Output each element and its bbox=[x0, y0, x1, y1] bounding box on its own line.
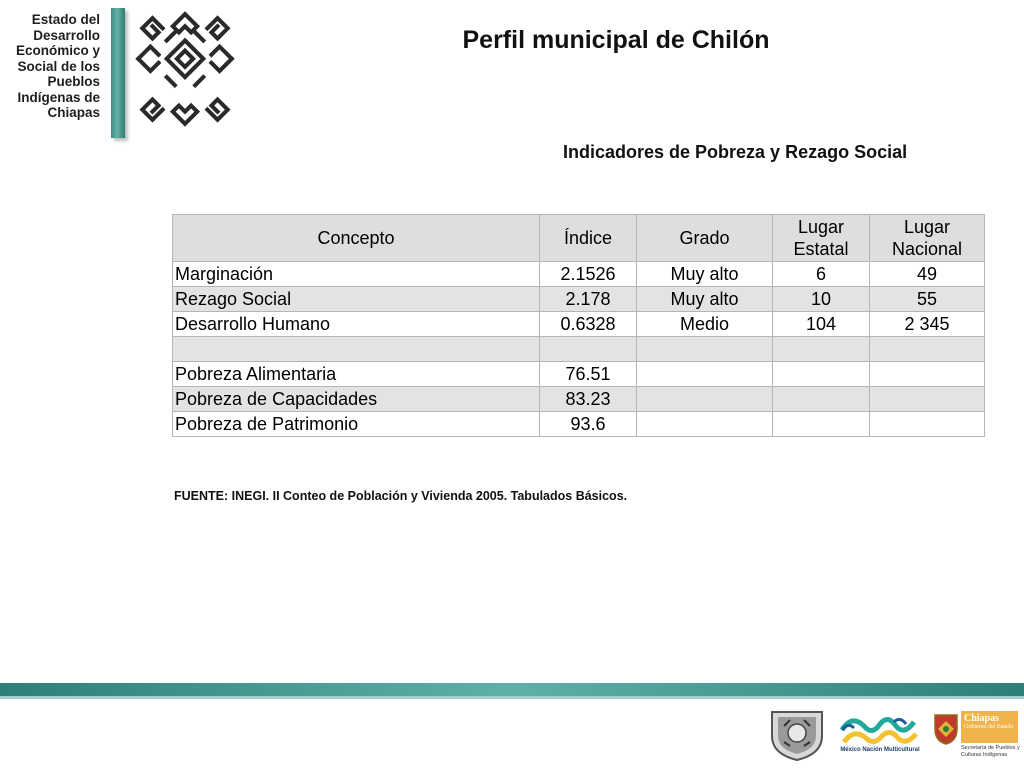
cell-lugar-estatal bbox=[773, 337, 870, 362]
brand-title: Estado del Desarrollo Económico y Social de los Pueblos Indígenas de Chiapas bbox=[15, 12, 100, 120]
cell-concepto: Pobreza de Capacidades bbox=[173, 387, 540, 412]
cell-indice bbox=[540, 337, 637, 362]
cell-indice: 2.178 bbox=[540, 287, 637, 312]
cell-grado: Muy alto bbox=[637, 287, 773, 312]
cell-lugar-nacional bbox=[870, 387, 985, 412]
cell-lugar-nacional: 2 345 bbox=[870, 312, 985, 337]
table-header-row bbox=[173, 215, 985, 262]
cell-concepto: Desarrollo Humano bbox=[173, 312, 540, 337]
cell-lugar-nacional bbox=[870, 337, 985, 362]
cell-grado bbox=[637, 362, 773, 387]
chiapas-title: Chiapas bbox=[964, 713, 1000, 724]
cell-grado bbox=[637, 387, 773, 412]
cell-concepto bbox=[173, 337, 540, 362]
header-indice: Índice bbox=[540, 215, 637, 262]
cell-lugar-estatal: 104 bbox=[773, 312, 870, 337]
cell-lugar-nacional bbox=[870, 412, 985, 437]
cell-grado bbox=[637, 412, 773, 437]
table-row bbox=[173, 312, 985, 337]
cell-grado: Medio bbox=[637, 312, 773, 337]
cell-grado bbox=[637, 337, 773, 362]
secretaria-caption: Secretaría de Pueblos y Culturas Indígenas bbox=[961, 745, 1020, 758]
cell-lugar-estatal bbox=[773, 387, 870, 412]
cell-lugar-estatal: 10 bbox=[773, 287, 870, 312]
unam-seal-logo bbox=[766, 708, 828, 762]
header-concepto: Concepto bbox=[173, 215, 540, 262]
mexico-nacion-multicultural-logo bbox=[838, 708, 920, 764]
header-lugar-nacional: Lugar Nacional bbox=[870, 215, 985, 262]
cell-indice: 93.6 bbox=[540, 412, 637, 437]
cell-concepto: Rezago Social bbox=[173, 287, 540, 312]
cell-indice: 0.6328 bbox=[540, 312, 637, 337]
cell-concepto: Marginación bbox=[173, 262, 540, 287]
chiapas-coat-of-arms-icon bbox=[933, 713, 959, 745]
header-lugar-estatal: Lugar Estatal bbox=[773, 215, 870, 262]
cell-indice: 2.1526 bbox=[540, 262, 637, 287]
cell-indice: 76.51 bbox=[540, 362, 637, 387]
footer-stripe bbox=[0, 696, 1024, 699]
cell-lugar-nacional bbox=[870, 362, 985, 387]
cell-grado: Muy alto bbox=[637, 262, 773, 287]
table-row bbox=[173, 362, 985, 387]
mnm-caption: México Nación Multicultural bbox=[840, 747, 920, 753]
chiapas-government-logo bbox=[961, 711, 1018, 743]
indicators-table bbox=[172, 214, 985, 437]
source-note: FUENTE: INEGI. II Conteo de Población y Vivienda 2005. Tabulados Básicos. bbox=[174, 489, 628, 503]
table-row bbox=[173, 412, 985, 437]
chiapas-subtitle: Gobierno del Estado bbox=[964, 724, 1014, 730]
cell-lugar-estatal bbox=[773, 412, 870, 437]
page-title: Perfil municipal de Chilón bbox=[462, 26, 770, 54]
cell-lugar-estatal bbox=[773, 362, 870, 387]
header-grado: Grado bbox=[637, 215, 773, 262]
table-row bbox=[173, 387, 985, 412]
cell-concepto: Pobreza de Patrimonio bbox=[173, 412, 540, 437]
table-row bbox=[173, 337, 985, 362]
cell-lugar-nacional: 49 bbox=[870, 262, 985, 287]
footer-band bbox=[0, 683, 1024, 696]
table-row bbox=[173, 262, 985, 287]
cell-concepto: Pobreza Alimentaria bbox=[173, 362, 540, 387]
cell-indice: 83.23 bbox=[540, 387, 637, 412]
table-row bbox=[173, 287, 985, 312]
cell-lugar-nacional: 55 bbox=[870, 287, 985, 312]
cell-lugar-estatal: 6 bbox=[773, 262, 870, 287]
section-subtitle: Indicadores de Pobreza y Rezago Social bbox=[563, 142, 908, 162]
